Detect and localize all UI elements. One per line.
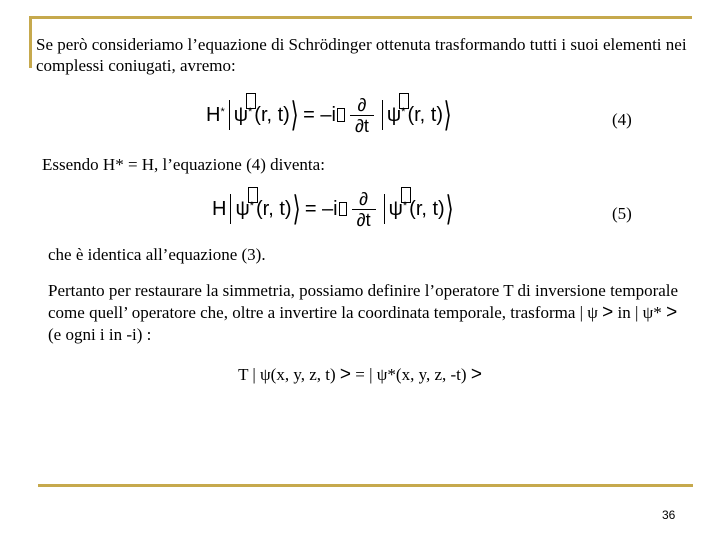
accent-vertical-line: [29, 16, 32, 68]
eq4-hbar-box: [337, 108, 345, 122]
eq5-operator: H: [212, 197, 227, 220]
pertanto-text-2: in | ψ*: [613, 303, 662, 322]
eq5-fraction: [352, 189, 376, 230]
pertanto-paragraph: [48, 280, 688, 346]
eq4-psi-star: *: [248, 106, 253, 118]
eq4-vector-box-2: [399, 93, 409, 109]
eq4-ket-angle-2: ⟩: [443, 96, 452, 134]
eq4-psi-star-2: *: [401, 106, 406, 118]
eq5-ket-bar-2: [384, 194, 385, 224]
eq4-args-2: (r, t): [407, 103, 443, 126]
identica-paragraph: che è identica all’equazione (3).: [48, 245, 266, 264]
tr-gt-1: >: [339, 364, 352, 385]
eq4-fraction: [350, 95, 374, 136]
pertanto-text-1: Pertanto per restaurare la simmetria, possiamo definire l’operatore T di inversione temporale come quell’ operatore che, oltre a invertire la coordinata temporale, trasforma | ψ: [48, 281, 679, 322]
eq4-vector-box: [246, 93, 256, 109]
eq5-args-2: (r, t): [409, 197, 445, 220]
eq5-psi-star-2: *: [402, 200, 408, 212]
eq4-ket-angle: ⟩: [290, 96, 299, 134]
eq4-psi: ψ: [233, 103, 248, 126]
eq5-args: (r, t): [256, 197, 292, 220]
eq5-ket-bar: [230, 194, 231, 224]
accent-top-line: [29, 16, 692, 19]
eq4-star: *: [220, 106, 225, 118]
eq5-psi-star: *: [249, 200, 254, 212]
essendo-paragraph: Essendo H* = H, l’equazione (4) diventa:: [42, 155, 325, 174]
pertanto-gt-2: >: [666, 302, 678, 323]
eq5-dt: ∂t: [356, 209, 371, 230]
eq5-vector-box-2: [401, 187, 411, 203]
accent-bottom-line: [38, 484, 693, 487]
eq5-ket-angle-2: ⟩: [445, 190, 454, 228]
eq4-ket-bar: [229, 100, 230, 130]
eq5-partial: ∂: [359, 188, 369, 209]
pertanto-gt-1: >: [602, 302, 614, 323]
eq5-equals: = –i: [304, 197, 338, 220]
eq4-args: (r, t): [254, 103, 290, 126]
eq5-psi-2: ψ: [388, 197, 403, 220]
page-number: 36: [662, 508, 676, 522]
eq4-dt: ∂t: [354, 115, 369, 136]
time-reversal-equation: [0, 364, 720, 386]
equation-number-4: (4): [612, 110, 632, 129]
eq5-psi: ψ: [235, 197, 250, 220]
tr-part-1: T | ψ(x, y, z, t): [238, 365, 340, 384]
tr-part-2: = | ψ*(x, y, z, -t): [351, 365, 471, 384]
eq4-psi-2: ψ: [386, 103, 402, 126]
eq4-equals: = –i: [303, 103, 336, 126]
eq5-vector-box: [248, 187, 258, 203]
equation-number-5: (5): [612, 204, 632, 223]
equation-4: [206, 92, 454, 138]
eq5-hbar-box: [339, 202, 347, 216]
equation-5: [212, 186, 456, 232]
eq4-ket-bar-2: [382, 100, 383, 130]
eq4-operator: H: [206, 103, 221, 126]
pertanto-text-3: (e ogni i in -i) :: [48, 325, 152, 344]
eq5-ket-angle: ⟩: [292, 190, 301, 228]
intro-paragraph: Se però consideriamo l’equazione di Schrödinger ottenuta trasformando tutti i suoi elementi nei complessi coniugati, avremo:: [36, 35, 687, 75]
tr-gt-2: >: [470, 364, 482, 385]
eq4-partial: ∂: [357, 94, 367, 115]
